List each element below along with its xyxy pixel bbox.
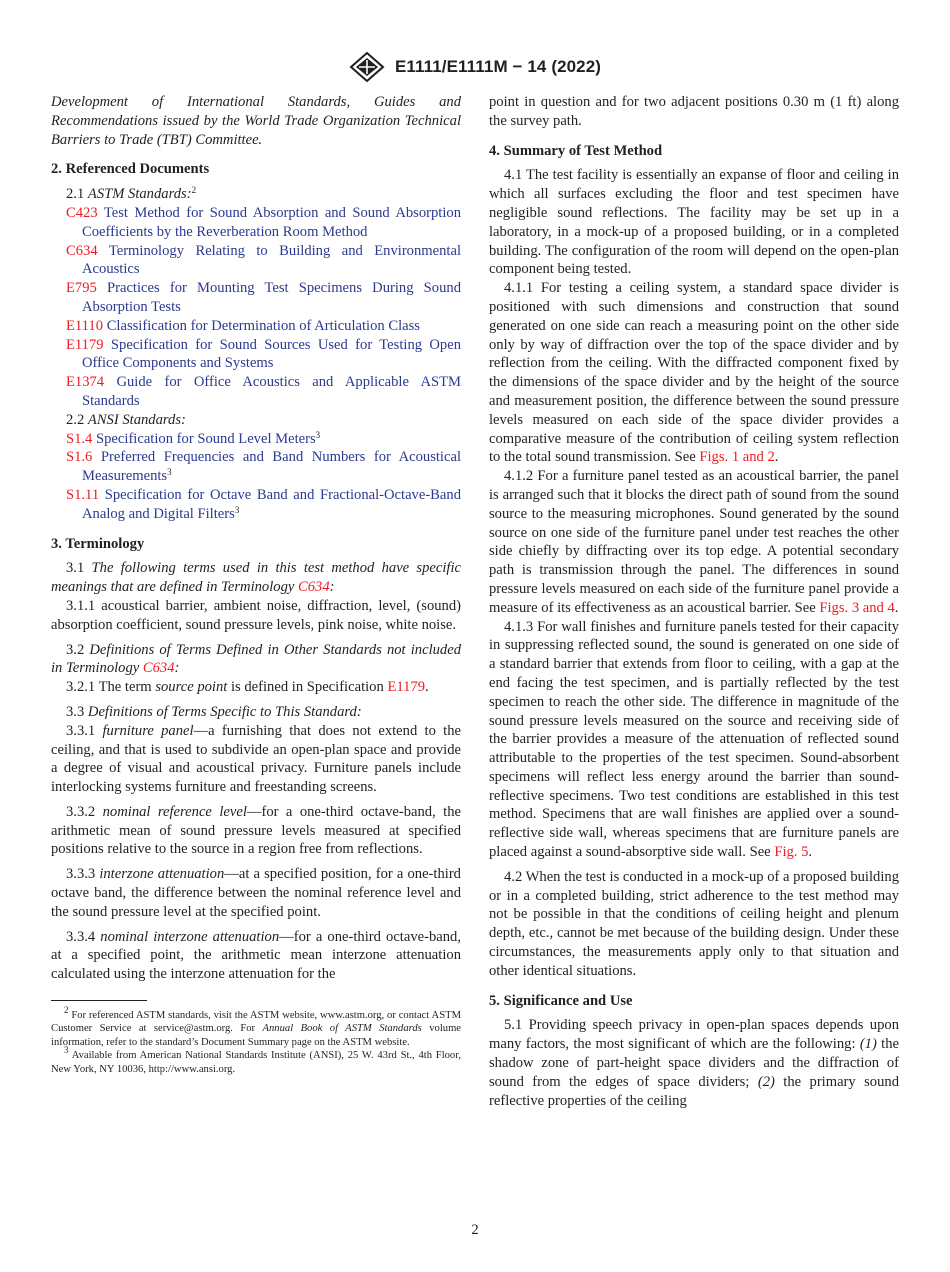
- para-3-3-1: 3.3.1 furniture panel—a furnishing that does not extend to the ceiling, and that is used to subdivide an open-plan space and provide a degree of visual and acoustical privacy. Furniture panels include interlocking systems furniture and freestanding screens.: [51, 722, 461, 796]
- para-3-3-3: 3.3.3 interzone attenuation—at a specified position, for a one-third octave band, the difference between the nominal reference level and the sound pressure level at the specified point.: [51, 866, 461, 920]
- section-5-heading: 5. Significance and Use: [489, 992, 633, 1009]
- footnote-marker: 3: [315, 429, 321, 440]
- right-column: [489, 93, 899, 1110]
- document-designation: E1111/E1111M − 14 (2022): [394, 57, 602, 76]
- para-4-1-3: 4.1.3 For wall finishes and furniture panels tested for their capacity in suppressing reflected sound, the sound is generated on one side of a standard barrier that extends from floor to ceiling, with a gap at the end facing the test specimen, and is partially reflected by the test specimen to reach the other side. The difference in magnitude of the sound pressure levels measured on the source and receiving side of the barrier provides a measure of the attenuation of reflected sound attributable to the properties of the test specimen. Sound-absorbent specimens will reflect less energy around the barrier than sound-reflective specimens. Two test conditions are established in this test method. Specimens that are wall finishes are applied over a sound-reflective side wall, whereas specimens that are furniture panels are placed against a sound-absorptive side wall. See Fig. 5.: [489, 618, 899, 861]
- reference-item: [51, 336, 461, 374]
- page-header: [0, 52, 950, 82]
- section-2-heading: 2. Referenced Documents: [51, 161, 210, 178]
- reference-title-link[interactable]: Preferred Frequencies and Band Numbers for Acoustical Measurements: [82, 449, 462, 485]
- ansi-standards-label: 2.2 ANSI Standards:: [66, 411, 186, 428]
- left-column: [51, 93, 461, 1076]
- reference-code-link[interactable]: E1179: [66, 336, 104, 353]
- reference-item: [51, 373, 461, 411]
- reference-item: [51, 204, 461, 242]
- reference-title-link[interactable]: Practices for Mounting Test Specimens During Sound Absorption Tests: [82, 280, 461, 315]
- footnote-2: $^2$ For referenced ASTM standards, visit the ASTM website, www.astm.org, or contact ASTM Customer Service at service@astm.org. For Annual Book of ASTM Standards volume information, refer to the standard’s Document Summary page on the ASTM website.: [51, 1005, 462, 1048]
- footnote-marker: 3: [167, 467, 172, 478]
- para-4-1: 4.1 The test facility is essentially an expanse of floor and ceiling in which all surfaces excluding the floor and test specimen have negligible sound reflections. The facility may be set up in a laboratory, in a mock-up of a proposed building, or in a completed building. The configuration of the room will depend on the open-plan component being tested.: [489, 167, 899, 278]
- reference-title-link[interactable]: Test Method for Sound Absorption and Sound Absorption Coefficients by the Reverberation Room Method: [82, 204, 461, 240]
- reference-code-link[interactable]: S1.4: [66, 430, 93, 447]
- page-number: 2: [471, 1222, 479, 1238]
- reference-item: [51, 448, 461, 486]
- reference-code-link[interactable]: E1374: [66, 374, 105, 391]
- reference-code-link[interactable]: C423: [66, 204, 98, 221]
- para-5-1: 5.1 Providing speech privacy in open-plan spaces depends upon many factors, the most significant of which are the following: (1) the shadow zone of part-height space dividers and the diffraction of sound from the edges of space dividers; (2) the primary sound reflective properties of the ceiling: [489, 1017, 899, 1109]
- para-3-3-4: 3.3.4 nominal interzone attenuation—for a one-third octave-band, at a specified point, the arithmetic mean interzone attenuation calculated using the interzone attenuation for the: [51, 928, 461, 983]
- reference-code-link[interactable]: S1.6: [66, 449, 93, 466]
- footnote-divider: [51, 1000, 147, 1001]
- para-4-1-2: 4.1.2 For a furniture panel tested as an acoustical barrier, the panel is arranged such that it blocks the direct path of sound from the sound source to the measuring microphones. Sound generated by the sound source on one side of the furniture panel under test reaches the other side chiefly by diffracting over its top edge. A potential secondary path is transmission through the panel. The differences in sound pressure levels measured on each side of the furniture panel provide a measure of its effectiveness as an acoustical barrier. See Figs. 3 and 4.: [489, 468, 899, 616]
- reference-code-link[interactable]: S1.11: [66, 486, 100, 503]
- reference-item: [51, 486, 461, 524]
- para-3-1: 3.1 The following terms used in this test method have specific meanings that are defined in Terminology C634:: [51, 560, 461, 596]
- reference-item: [51, 242, 461, 280]
- para-3-1-1: 3.1.1 acoustical barrier, ambient noise, diffraction, level, (sound) absorption coefficient, sound pressure levels, pink noise, white noise.: [51, 597, 461, 633]
- link-e1179[interactable]: E1179: [387, 679, 425, 696]
- reference-item: [51, 430, 461, 449]
- para-3-2: 3.2 Definitions of Terms Defined in Other Standards not included in Terminology C634:: [51, 641, 461, 677]
- footnote-marker: 3: [234, 504, 240, 515]
- reference-code-link[interactable]: E1110: [66, 317, 104, 334]
- link-figs-1-2[interactable]: Figs. 1 and 2: [699, 449, 775, 466]
- reference-title-link[interactable]: Specification for Octave Band and Fractional-Octave-Band Analog and Digital Filters: [82, 486, 461, 522]
- para-4-1-1: 4.1.1 For testing a ceiling system, a standard space divider is positioned with such dimensions and construction that sound generated on one side can reach a measuring point on the other side only by way of diffraction over the top of the space divider and by reflection from the ceiling. With the diffracted component fixed by the dimensions of the space divider and by the height of the source and measurement position, the difference between the sound pressure levels measured on each side of the space divider provides a comparative measure of the contribution of ceiling system reflection to the total sound transmission. See Figs. 1 and 2.: [489, 280, 899, 466]
- intro-paragraph: Development of International Standards, Guides and Recommendations issued by the World Trade Organization Technical Barriers to Trade (TBT) Committee.: [51, 94, 461, 148]
- reference-title-link[interactable]: Guide for Office Acoustics and Applicable ASTM Standards: [82, 374, 462, 409]
- astm-logo: [349, 52, 385, 82]
- reference-title-link[interactable]: Terminology Relating to Building and Environmental Acoustics: [82, 242, 461, 278]
- link-fig-5[interactable]: Fig. 5: [774, 844, 809, 861]
- reference-code-link[interactable]: E795: [66, 280, 97, 297]
- section-3-heading: 3. Terminology: [51, 535, 145, 552]
- link-c634[interactable]: C634: [298, 579, 330, 596]
- ansi-reference-list: [51, 430, 461, 524]
- section-4-heading: 4. Summary of Test Method: [489, 142, 663, 159]
- footnote-3: $^3$ Available from American National Standards Institute (ANSI), 25 W. 43rd St., 4th Floor, New York, NY 10036, http://www.ansi.org.: [51, 1045, 461, 1075]
- reference-item: [51, 317, 461, 336]
- astm-reference-list: [51, 204, 461, 411]
- astm-standards-label: 2.1 ASTM Standards:$^2$: [66, 185, 197, 203]
- reference-title-link[interactable]: Specification for Sound Level Meters: [96, 430, 316, 447]
- reference-title-link[interactable]: Specification for Sound Sources Used for Testing Open Office Components and Systems: [82, 336, 461, 372]
- reference-code-link[interactable]: C634: [66, 242, 98, 259]
- reference-title-link[interactable]: Classification for Determination of Articulation Class: [106, 317, 420, 334]
- para-3-3: 3.3 Definitions of Terms Specific to This Standard:: [66, 703, 362, 720]
- reference-item: [51, 279, 461, 317]
- link-c634-2[interactable]: C634: [142, 660, 175, 677]
- para-continuation: point in question and for two adjacent positions 0.30 m (1 ft) along the survey path.: [489, 94, 899, 129]
- link-figs-3-4[interactable]: Figs. 3 and 4: [819, 599, 895, 616]
- para-3-3-2: 3.3.2 nominal reference level—for a one-third octave-band, the arithmetic mean of sound pressure levels measured at specified positions relative to the source in a region free from reflections.: [51, 803, 461, 858]
- para-4-2: 4.2 When the test is conducted in a mock-up of a proposed building or in a completed building, strict adherence to the test method may not be possible in that the conditions of ceiling height and plenum depth, etc., cannot be met because of the building design. Under these circumstances, the measurements apply only to that situation and other identical situations.: [489, 868, 899, 979]
- para-3-2-1: 3.2.1 The term source point is defined in Specification E1179.: [66, 679, 429, 696]
